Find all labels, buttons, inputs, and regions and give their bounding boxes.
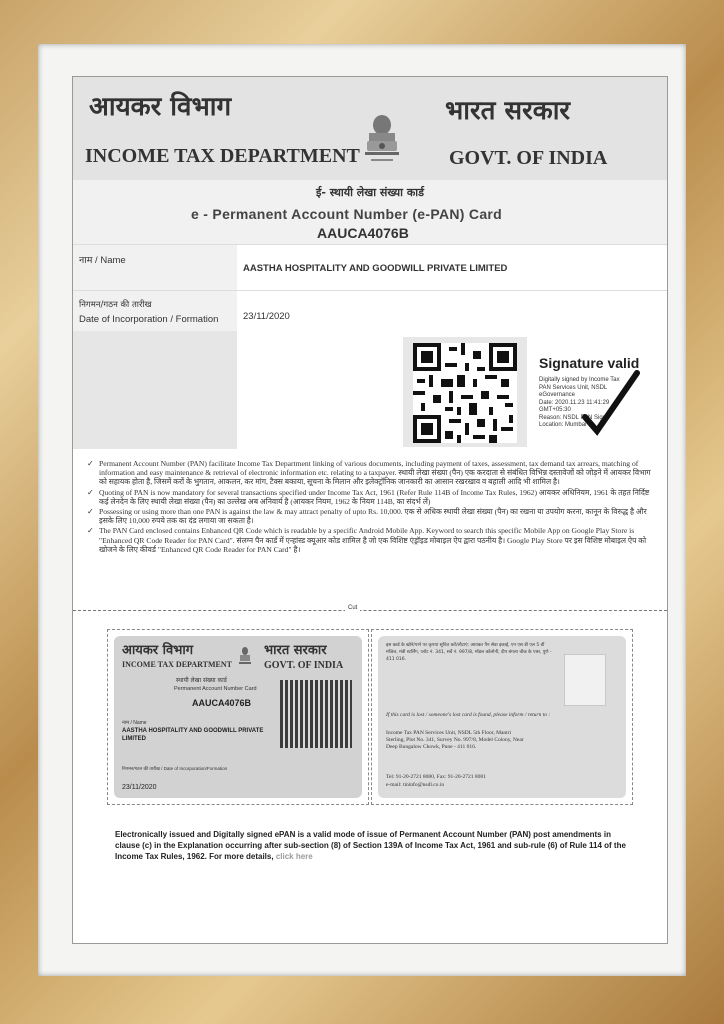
qr-code-box: [403, 337, 527, 447]
card-back-address: Income Tax PAN Services Unit, NSDL 5th Floor, Mantri Sterling, Plot No. 341, Survey No. 997/8, Model Colony, Near Deep Bungalow Chowk, Pune - 411 016.: [386, 730, 524, 750]
cut-label: Cut: [345, 605, 360, 611]
cut-line: [73, 610, 667, 611]
footer-text: Electronically issued and Digitally signed ePAN is a valid mode of issue of Permanent Account Number (PAN) post amendments in clause (c) in the Explanation occurring after sub-section (8) of Section 139A of Income Tax Act, 1961 and sub-rule (6) of Rule 114 of the Income Tax Rules, 1962. For more details,: [115, 830, 626, 861]
card-front-name-label: नाम / Name: [122, 720, 147, 726]
signature-line: GMT+05:30: [539, 407, 571, 413]
pan-card-back: [371, 629, 633, 805]
note-item: ✓ Possessing or using more than one PAN is against the law & may attract penalty of upto Rs. 10,000. एक से अधिक स्थायी लेखा संख्या (पैन) का रखना या उपयोग करना, कानून के विरुद्ध है और इसके लिए 10,000 रुपये तक का दंड लगाया जा सकता है।: [87, 507, 657, 525]
card-front-surface: [114, 636, 362, 798]
notes-list: [87, 459, 657, 555]
card-front-qr-icon: [280, 680, 352, 748]
card-front-date-label: निगमन/गठन की तारीख / Date of Incorporation/Formation: [122, 766, 228, 771]
date-label-english: Date of Incorporation / Formation: [79, 314, 219, 325]
header-hindi-left: आयकर विभाग: [89, 92, 232, 122]
card-back-surface: [378, 636, 626, 798]
date-row: [73, 290, 667, 332]
signature-line: Date: 2020.11.23 11:41:29: [539, 399, 610, 406]
name-row: [73, 244, 667, 291]
footer-note: [115, 829, 635, 862]
card-emblem-icon: [238, 646, 252, 668]
card-front-name-value: AASTHA HOSPITALITY AND GOODWILL PRIVATE LIMITED: [122, 728, 264, 742]
signature-line: PAN Services Unit, NSDL: [539, 384, 608, 391]
card-front-hindi-left: आयकर विभाग: [122, 643, 194, 658]
card-front-pan: AAUCA4076B: [192, 698, 252, 708]
header-english-right: GOVT. OF INDIA: [449, 147, 608, 169]
document-header: [73, 77, 667, 180]
date-value: 23/11/2020: [243, 311, 290, 322]
epan-document: [72, 76, 668, 944]
card-back-english-text: If this card is lost / someone's lost card is found, please inform / return to :: [386, 712, 551, 718]
signature-block: [539, 355, 659, 430]
signature-line: Reason: NSDL PAN Sign: [539, 414, 607, 421]
title-hindi: ई- स्थायी लेखा संख्या कार्ड: [315, 186, 425, 199]
pan-card-front: [107, 629, 369, 805]
card-front-english-right: GOVT. OF INDIA: [264, 660, 344, 671]
signature-line: Digitally signed by Income Tax: [539, 377, 620, 383]
header-english-left: INCOME TAX DEPARTMENT: [85, 145, 360, 167]
signature-line: eGovernance: [539, 392, 576, 398]
name-value: AASTHA HOSPITALITY AND GOODWILL PRIVATE LIMITED: [243, 263, 508, 274]
pan-number: AAUCA4076B: [317, 225, 409, 241]
signature-line: Location: Mumbai: [539, 422, 587, 428]
photo-area: [73, 331, 237, 449]
note-item: ✓ Permanent Account Number (PAN) facilitate Income Tax Department linking of various documents, including payment of taxes, assessment, tax demand tax arrears, matching of information and easy maintenance & retrieval of electronic information etc. relating to a taxpayer. स्थायी लेखा संख्या (पैन) एक करदाता से संबंधित विभिन्न दस्तावेजों को जोड़ने में आयकर विभाग को सहायक होता है, जिसमें करों के भुगतान, आकलन, कर मांग, टैक्स बकाया, सूचना के मिलान और इलेक्ट्रॉनिक जानकारी का आसान रखरखाव व बहाली आदि भी शामिल है।: [87, 459, 657, 487]
card-front-title-english: Permanent Account Number Card: [174, 686, 257, 692]
note-item: ✓ Quoting of PAN is now mandatory for several transactions specified under Income Tax Act, 1961 (Refer Rule 114B of Income Tax Rules, 1962) आयकर अधिनियम, 1961 के तहत निर्दिष्ट कई लेनदेन के लिए स्थायी लेखा संख्या (पैन) का उल्लेख अब अनिवार्य है (आयकर नियम, 1962 के नियम 114B, का संदर्भ लें): [87, 488, 657, 506]
title-band: [73, 180, 667, 244]
name-label: नाम / Name: [79, 255, 126, 266]
card-front-date-value: 23/11/2020: [122, 784, 157, 791]
card-front-title-hindi: स्थायी लेखा संख्या कार्ड: [176, 677, 227, 684]
card-back-hindi-text: इस कार्ड के खोने/पाने पर कृपया सूचित करें/लौटाएं: आयकर पैन सेवा इकाई, एन एस डी एल 5 वीं मंजिल, मंत्री स्टर्लिंग, प्लॉट नं. 341, सर्वे नं. 997/8, मॉडल कॉलोनी, दीप बंगला चौक के पास, पुणे - 411 016.: [386, 643, 552, 662]
checkmark-icon: [581, 369, 641, 439]
card-front-hindi-right: भारत सरकार: [264, 643, 327, 658]
qr-code-icon: [413, 343, 517, 443]
header-hindi-right: भारत सरकार: [445, 96, 571, 126]
card-front-english-left: INCOME TAX DEPARTMENT: [122, 660, 232, 669]
card-back-email: e-mail: tininfo@nsdl.co.in: [386, 782, 445, 788]
card-back-contact: Tel: 91-20-2721 8080, Fax: 91-20-2721 8081: [386, 774, 486, 780]
date-label-hindi: निगमन/गठन की तारीख: [79, 300, 152, 310]
click-here-link[interactable]: click here: [275, 852, 313, 861]
frame-mat: [38, 44, 686, 976]
national-emblem-icon: [359, 111, 405, 171]
note-item: ✓ The PAN Card enclosed contains Enhanced QR Code which is readable by a specific Android Mobile App. Keyword to search this specific Mobile App on Google Play Store is "Enhanced QR Code Reader for PAN Card". संलग्न पैन कार्ड में एन्हांस्ड क्यूआर कोड शामिल है जो एक विशिष्ट एंड्रॉइड मोबाइल ऐप द्वारा पठनीय है। Google Play Store पर इस विशिष्ट मोबाइल ऐप को खोजने के लिए कीवर्ड "Enhanced QR Code Reader for PAN Card" है।: [87, 526, 657, 554]
card-back-photo-box: [564, 654, 606, 706]
title-english: e - Permanent Account Number (e-PAN) Card: [191, 206, 503, 222]
signature-title: Signature valid: [539, 355, 640, 371]
